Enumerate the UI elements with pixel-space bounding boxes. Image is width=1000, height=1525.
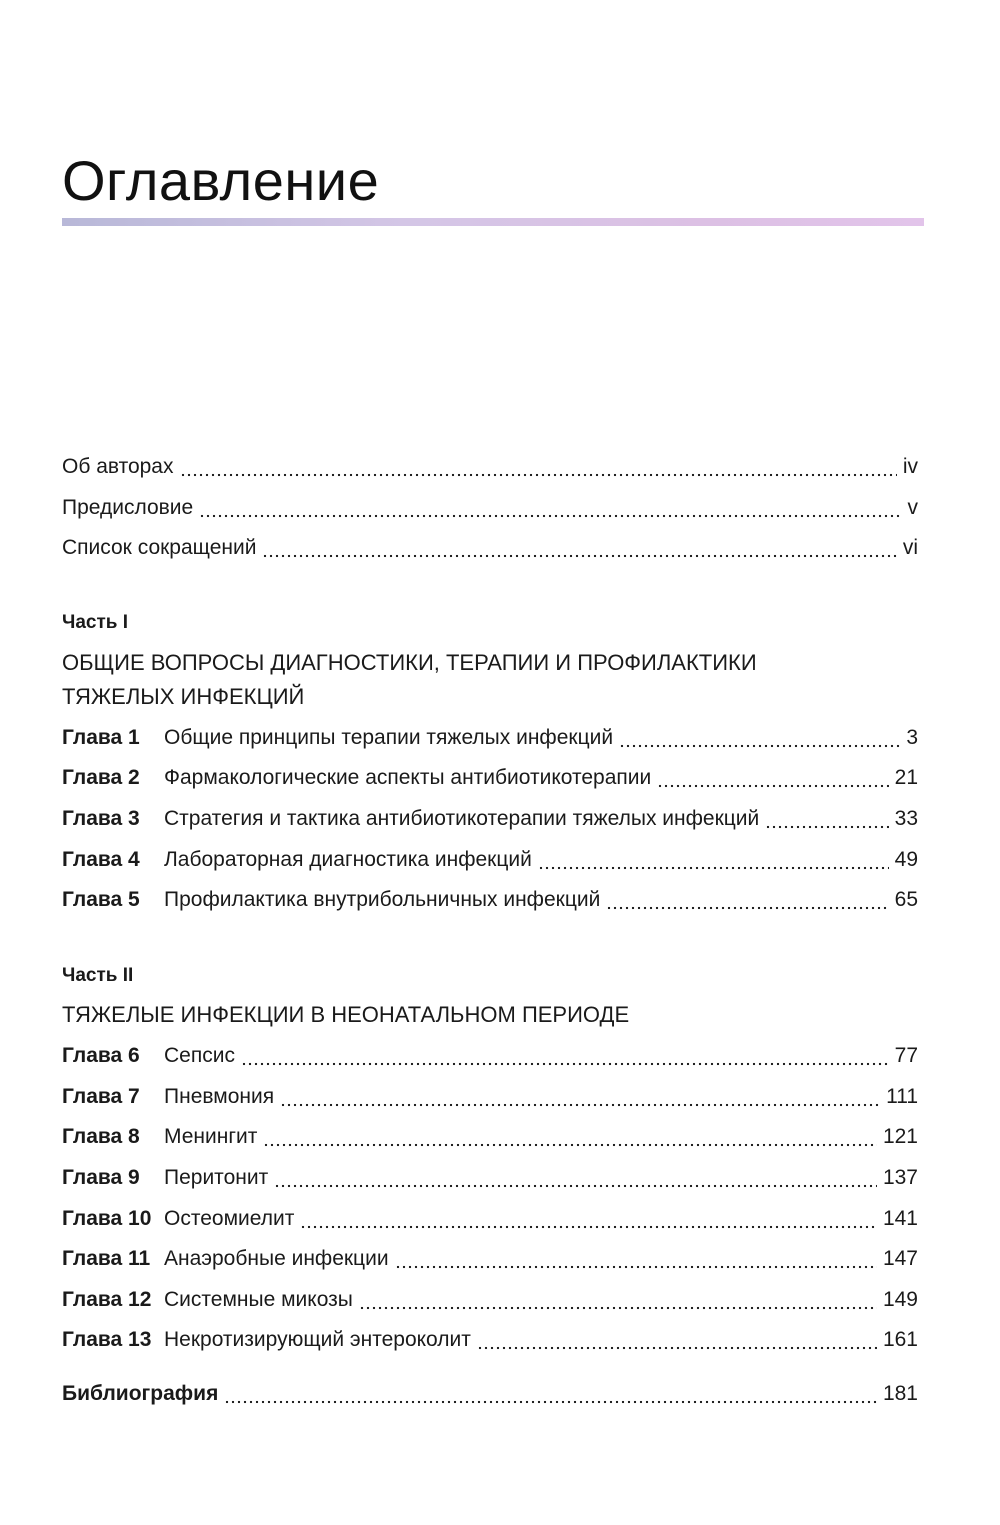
chapter-number: Глава 2 [62, 766, 140, 789]
chapter-title: Анаэробные инфекции [164, 1247, 389, 1270]
chapter-title: Сепсис [164, 1044, 235, 1067]
dot-leader [300, 1225, 877, 1229]
chapter-number: Глава 13 [62, 1328, 152, 1351]
toc-chapter-3[interactable] [62, 804, 918, 834]
toc-chapter-4[interactable] [62, 845, 918, 875]
toc-entry-page: 181 [882, 1382, 918, 1405]
toc-chapter-6[interactable] [62, 1041, 918, 1071]
toc-entry-label: Об авторах [62, 455, 174, 478]
page-title: Оглавление [62, 148, 380, 212]
chapter-page: 21 [894, 766, 918, 789]
chapter-number: Глава 5 [62, 888, 140, 911]
part-1-label: Часть I [62, 612, 129, 633]
chapter-title: Пневмония [164, 1085, 275, 1108]
chapter-number: Глава 8 [62, 1125, 140, 1148]
chapter-title: Менингит [164, 1125, 258, 1148]
toc-entry-authors[interactable] [62, 452, 918, 482]
dot-leader [619, 744, 900, 748]
toc-chapter-10[interactable] [62, 1204, 918, 1234]
chapter-number: Глава 9 [62, 1166, 140, 1189]
chapter-page: 111 [886, 1085, 918, 1108]
toc-entry-page: v [907, 496, 918, 519]
toc-chapter-11[interactable] [62, 1244, 918, 1274]
toc-chapter-8[interactable] [62, 1122, 918, 1152]
dot-leader [180, 473, 897, 477]
toc-chapter-2[interactable] [62, 763, 918, 793]
chapter-number: Глава 7 [62, 1085, 140, 1108]
chapter-title: Общие принципы терапии тяжелых инфекций [164, 726, 614, 749]
dot-leader [395, 1265, 877, 1269]
dot-leader [274, 1184, 877, 1188]
chapter-title: Системные микозы [164, 1288, 353, 1311]
chapter-title: Профилактика внутрибольничных инфекций [164, 888, 601, 911]
dot-leader [224, 1400, 877, 1404]
dot-leader [359, 1306, 877, 1310]
dot-leader [280, 1103, 880, 1107]
chapter-page: 147 [882, 1247, 918, 1270]
chapter-number: Глава 1 [62, 726, 140, 749]
chapter-number: Глава 4 [62, 848, 140, 871]
chapter-number: Глава 10 [62, 1207, 152, 1230]
part-1-title-line-2: ТЯЖЕЛЫХ ИНФЕКЦИЙ [62, 684, 305, 709]
dot-leader [538, 866, 889, 870]
toc-chapter-9[interactable] [62, 1163, 918, 1193]
toc-entry-page: vi [902, 536, 918, 559]
dot-leader [765, 825, 888, 829]
chapter-page: 77 [894, 1044, 918, 1067]
title-divider [62, 218, 924, 226]
chapter-number: Глава 6 [62, 1044, 140, 1067]
toc-entry-abbreviations[interactable] [62, 533, 918, 563]
chapter-title: Некротизирующий энтероколит [164, 1328, 471, 1351]
dot-leader [263, 1143, 877, 1147]
chapter-number: Глава 11 [62, 1247, 151, 1270]
toc-entry-label: Список сокращений [62, 536, 257, 559]
chapter-page: 121 [882, 1125, 918, 1148]
toc-chapter-13[interactable] [62, 1325, 918, 1355]
dot-leader [241, 1062, 889, 1066]
part-2-title: ТЯЖЕЛЫЕ ИНФЕКЦИИ В НЕОНАТАЛЬНОМ ПЕРИОДЕ [62, 1002, 630, 1027]
dot-leader [606, 906, 888, 910]
chapter-page: 3 [906, 726, 918, 749]
dot-leader [477, 1346, 877, 1350]
dot-leader [657, 784, 888, 788]
chapter-title: Стратегия и тактика антибиотикотерапии тяжелых инфекций [164, 807, 760, 830]
dot-leader [262, 554, 896, 558]
toc-chapter-1[interactable] [62, 723, 918, 753]
chapter-page: 33 [894, 807, 918, 830]
chapter-number: Глава 12 [62, 1288, 152, 1311]
toc-entry-preface[interactable] [62, 493, 918, 523]
chapter-title: Лабораторная диагностика инфекций [164, 848, 532, 871]
chapter-page: 137 [882, 1166, 918, 1189]
chapter-title: Фармакологические аспекты антибиотикотерапии [164, 766, 652, 789]
toc-chapter-5[interactable] [62, 885, 918, 915]
chapter-page: 141 [882, 1207, 918, 1230]
chapter-page: 65 [894, 888, 918, 911]
chapter-page: 149 [882, 1288, 918, 1311]
chapter-number: Глава 3 [62, 807, 140, 830]
chapter-page: 161 [882, 1328, 918, 1351]
part-2-label: Часть II [62, 965, 134, 986]
chapter-title: Перитонит [164, 1166, 269, 1189]
toc-entry-label: Библиография [62, 1382, 219, 1405]
toc-chapter-7[interactable] [62, 1082, 918, 1112]
toc-entry-label: Предисловие [62, 496, 194, 519]
toc-chapter-12[interactable] [62, 1285, 918, 1315]
toc-entry-bibliography[interactable] [62, 1379, 918, 1409]
chapter-title: Остеомиелит [164, 1207, 295, 1230]
toc-entry-page: iv [902, 455, 918, 478]
chapter-page: 49 [894, 848, 918, 871]
dot-leader [199, 514, 901, 518]
part-1-title-line-1: ОБЩИЕ ВОПРОСЫ ДИАГНОСТИКИ, ТЕРАПИИ И ПРОФИЛАКТИКИ [62, 650, 757, 675]
